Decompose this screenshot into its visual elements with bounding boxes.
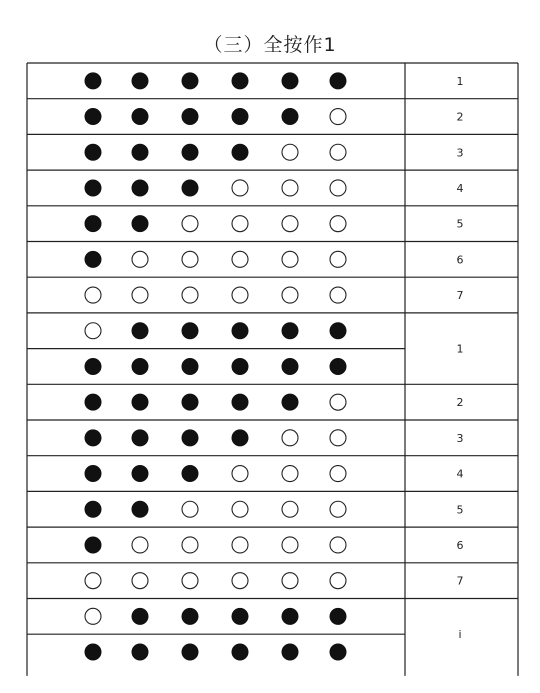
covered-hole xyxy=(282,394,298,410)
covered-hole xyxy=(85,180,101,196)
open-hole xyxy=(282,144,298,160)
open-hole xyxy=(85,287,101,303)
covered-hole xyxy=(182,466,198,482)
covered-hole xyxy=(85,358,101,374)
covered-hole xyxy=(232,644,248,660)
covered-hole xyxy=(182,394,198,410)
covered-hole xyxy=(132,109,148,125)
covered-hole xyxy=(182,358,198,374)
covered-hole xyxy=(132,608,148,624)
covered-hole xyxy=(232,144,248,160)
covered-hole xyxy=(182,430,198,446)
open-hole xyxy=(85,323,101,339)
covered-hole xyxy=(182,323,198,339)
chart-title: （三）全按作1 xyxy=(203,34,337,56)
open-hole xyxy=(282,537,298,553)
open-hole xyxy=(330,180,346,196)
note-label: 1 xyxy=(456,74,464,88)
covered-hole xyxy=(85,537,101,553)
note-label: 3 xyxy=(456,431,464,445)
covered-hole xyxy=(232,430,248,446)
open-hole xyxy=(330,287,346,303)
covered-hole xyxy=(85,216,101,232)
covered-hole xyxy=(85,144,101,160)
open-hole xyxy=(282,501,298,517)
open-hole xyxy=(330,537,346,553)
covered-hole xyxy=(330,644,346,660)
covered-hole xyxy=(182,608,198,624)
covered-hole xyxy=(132,323,148,339)
covered-hole xyxy=(282,323,298,339)
note-label: 6 xyxy=(456,538,464,552)
open-hole xyxy=(282,180,298,196)
covered-hole xyxy=(330,608,346,624)
covered-hole xyxy=(232,358,248,374)
covered-hole xyxy=(85,394,101,410)
open-hole xyxy=(132,537,148,553)
note-label: 4 xyxy=(456,181,464,195)
open-hole xyxy=(182,501,198,517)
covered-hole xyxy=(132,394,148,410)
open-hole xyxy=(182,251,198,267)
covered-hole xyxy=(85,466,101,482)
covered-hole xyxy=(232,73,248,89)
note-label: 5 xyxy=(456,503,464,517)
note-label: 2 xyxy=(456,396,464,410)
note-labels xyxy=(457,75,464,641)
open-hole xyxy=(232,251,248,267)
covered-hole xyxy=(132,466,148,482)
covered-hole xyxy=(330,323,346,339)
note-label: 4 xyxy=(456,467,464,481)
note-label: 3 xyxy=(456,146,464,160)
note-label: 2 xyxy=(456,110,464,124)
covered-hole xyxy=(85,73,101,89)
covered-hole xyxy=(330,358,346,374)
note-label: 6 xyxy=(456,253,464,267)
open-hole xyxy=(232,537,248,553)
covered-hole xyxy=(282,358,298,374)
open-hole xyxy=(330,216,346,232)
covered-hole xyxy=(132,180,148,196)
open-hole xyxy=(282,251,298,267)
open-hole xyxy=(330,109,346,125)
note-label: 7 xyxy=(456,289,464,303)
covered-hole xyxy=(282,73,298,89)
open-hole xyxy=(132,251,148,267)
open-hole xyxy=(282,287,298,303)
open-hole xyxy=(330,501,346,517)
covered-hole xyxy=(85,251,101,267)
covered-hole xyxy=(132,430,148,446)
open-hole xyxy=(330,144,346,160)
covered-hole xyxy=(330,73,346,89)
covered-hole xyxy=(132,144,148,160)
covered-hole xyxy=(232,323,248,339)
covered-hole xyxy=(182,73,198,89)
open-hole xyxy=(330,430,346,446)
covered-hole xyxy=(132,501,148,517)
open-hole xyxy=(132,287,148,303)
open-hole xyxy=(182,287,198,303)
open-hole xyxy=(232,180,248,196)
open-hole xyxy=(182,216,198,232)
note-label: i xyxy=(458,628,462,642)
open-hole xyxy=(85,573,101,589)
covered-hole xyxy=(85,109,101,125)
open-hole xyxy=(232,287,248,303)
covered-hole xyxy=(132,358,148,374)
covered-hole xyxy=(182,144,198,160)
covered-hole xyxy=(232,608,248,624)
finger-holes xyxy=(85,73,346,660)
covered-hole xyxy=(282,608,298,624)
covered-hole xyxy=(232,109,248,125)
covered-hole xyxy=(132,216,148,232)
covered-hole xyxy=(85,430,101,446)
note-label: 5 xyxy=(456,217,464,231)
covered-hole xyxy=(132,644,148,660)
covered-hole xyxy=(282,109,298,125)
covered-hole xyxy=(182,644,198,660)
note-label: 7 xyxy=(456,574,464,588)
open-hole xyxy=(330,466,346,482)
open-hole xyxy=(282,466,298,482)
open-hole xyxy=(232,501,248,517)
open-hole xyxy=(330,573,346,589)
covered-hole xyxy=(182,109,198,125)
covered-hole xyxy=(85,644,101,660)
covered-hole xyxy=(85,501,101,517)
open-hole xyxy=(232,466,248,482)
open-hole xyxy=(282,216,298,232)
open-hole xyxy=(132,573,148,589)
covered-hole xyxy=(232,394,248,410)
open-hole xyxy=(85,608,101,624)
open-hole xyxy=(232,573,248,589)
open-hole xyxy=(182,573,198,589)
open-hole xyxy=(330,394,346,410)
covered-hole xyxy=(132,73,148,89)
open-hole xyxy=(282,430,298,446)
covered-hole xyxy=(182,180,198,196)
open-hole xyxy=(232,216,248,232)
covered-hole xyxy=(282,644,298,660)
note-label: 1 xyxy=(456,342,464,356)
open-hole xyxy=(282,573,298,589)
open-hole xyxy=(330,251,346,267)
open-hole xyxy=(182,537,198,553)
